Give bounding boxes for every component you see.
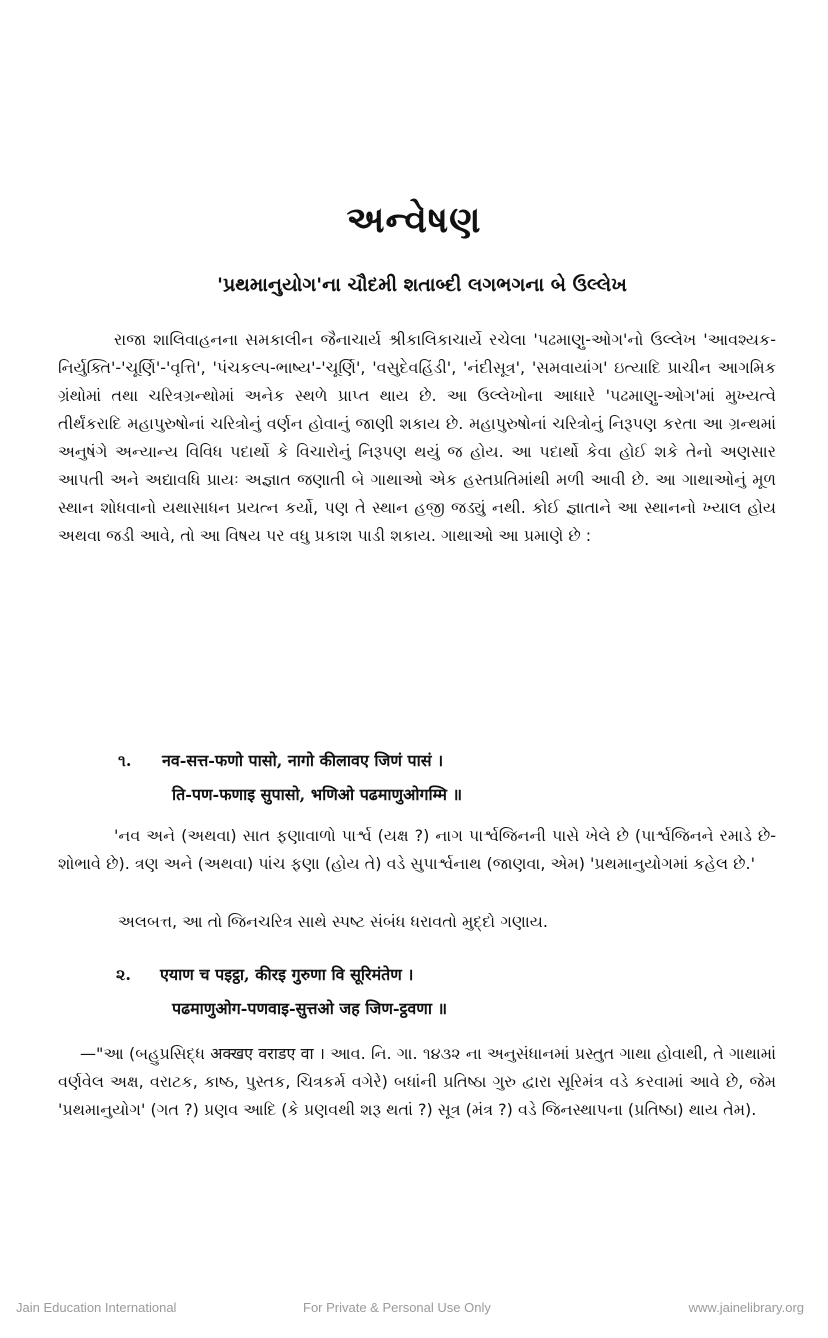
footer-publisher: Jain Education International [16,1300,177,1315]
verse-number: ૧. [118,751,132,770]
verse-text: नव-सत्त-फणो पासो, नागो कीलावए जिणं पासं । [162,751,444,770]
section-subtitle: 'પ્રથમાનુયોગ'ના ચૌદમી શતાબ્દી લગભગના બે ઉલ્લેખ [217,274,627,296]
verse-2 [116,958,447,1026]
page-title: અન્વેષણ [346,200,482,241]
verse-1 [118,744,462,812]
verse-1-line-2: ति-पण-फणाइ सुपासो, भणिओ पढमाणुओगम्मि ॥ [172,785,463,804]
verse-text: एयाण च पइट्ठा, कीरइ गुरुणा वि सूरिमंतेण । [160,965,414,984]
paragraph-verse-2-explanation: —"આ (બહુપ્રસિદ્ધ अक्खए वराडए वा । આવ. નિ. ગા. ૧૪૩૨ ના અનુસંધાનમાં પ્રસ્તુત ગાથા હોવાથી, તે ગાથામાં વર્ણવેલ અક્ષ, વરાટક, કાષ્ઠ, પુસ્તક, ચિત્રકર્મ વગેરે) બધાંની પ્રતિષ્ઠા ગુરુ દ્વારા સૂરિમંત્ર વડે કરવામાં આવે છે, જેમ 'પ્રથમાનુયોગ' (ગત ?) પ્રણવ આદિ (કે પ્રણવથી શરૂ થતાં ?) સૂત્ર (મંત્ર ?) વડે જિનસ્થાપના (પ્રતિષ્ઠા) થાય તેમ). [58,1044,776,1119]
verse-1-line-1 [118,744,462,778]
paragraph-note: અલબત્ત, આ તો જિનચરિત્ર સાથે સ્પષ્ટ સંબંધ ધરાવતો મુદ્દો ગણાય. [118,912,548,931]
footer-website-link[interactable]: www.jainelibrary.org [688,1300,804,1315]
verse-2-line-2: पढमाणुओग-पणवाइ-सुत्तओ जह जिण-ट्ठवणा ॥ [172,999,448,1018]
paragraph-verse-1-explanation: 'નવ અને (અથવા) સાત ફણાવાળો પાર્શ્વ (યક્ષ ?) નાગ પાર્શ્વજિનની પાસે ખેલે છે (પાર્શ્વજિનને રમાડે છે-શોભાવે છે). ત્રણ અને (અથવા) પાંચ ફણા (હોય તે) વડે સુપાર્શ્વનાથ (જાણવા, એમ) 'પ્રથમાનુયોગમાં કહેલ છે.' [58,826,776,873]
verse-number: ૨. [116,965,131,984]
footer-usage-notice: For Private & Personal Use Only [303,1300,491,1315]
paragraph-intro: રાજા શાલિવાહનના સમકાલીન જૈનાચાર્ય શ્રીકાલિકાચાર્યે રચેલા 'પઢમાણુ-ઓગ'નો ઉલ્લેખ 'આવશ્યક-નિર્યુક્તિ'-'ચૂર્ણિ'-'વૃત્તિ', 'પંચકલ્પ-ભાષ્ય'-'ચૂર્ણિ', 'વસુદેવહિંડી', 'નંદીસૂત્ર', 'સમવાયાંગ' ઇત્યાદિ પ્રાચીન આગમિક ગ્રંથોમાં તથા ચરિત્રગ્રન્થોમાં અનેક સ્થળે પ્રાપ્ત થાય છે. આ ઉલ્લેખોના આધારે 'પઢમાણુ-ઓગ'માં મુખ્યત્વે તીર્થંકરાદિ મહાપુરુષોનાં ચરિત્રોનું વર્ણન હોવાનું જાણી શકાય છે. મહાપુરુષોનાં ચરિત્રોનું નિરૂપણ કરતા આ ગ્રન્થમાં અનુષંગે અન્યાન્ય વિવિધ પદાર્થો કે વિચારોનું નિરૂપણ થયું જ હોય. આ પદાર્થો કેવા હોઈ શકે તેનો અણસાર આપતી અને અદ્યાવધિ પ્રાયઃ અજ્ઞાત જણાતી બે ગાથાઓ એક હસ્તપ્રતિમાંથી મળી આવી છે. આ ગાથાઓનું મૂળ સ્થાન શોધવાનો યથાસાધન પ્રયત્ન કર્યો, પણ તે સ્થાન હજી જડ્યું નથી. કોઈ જ્ઞાતાને આ સ્થાનનો ખ્યાલ હોય અથવા જડી આવે, તો આ વિષય પર વધુ પ્રકાશ પાડી શકાય. ગાથાઓ આ પ્રમાણે છે : [58,330,776,545]
verse-2-line-1 [116,958,447,992]
